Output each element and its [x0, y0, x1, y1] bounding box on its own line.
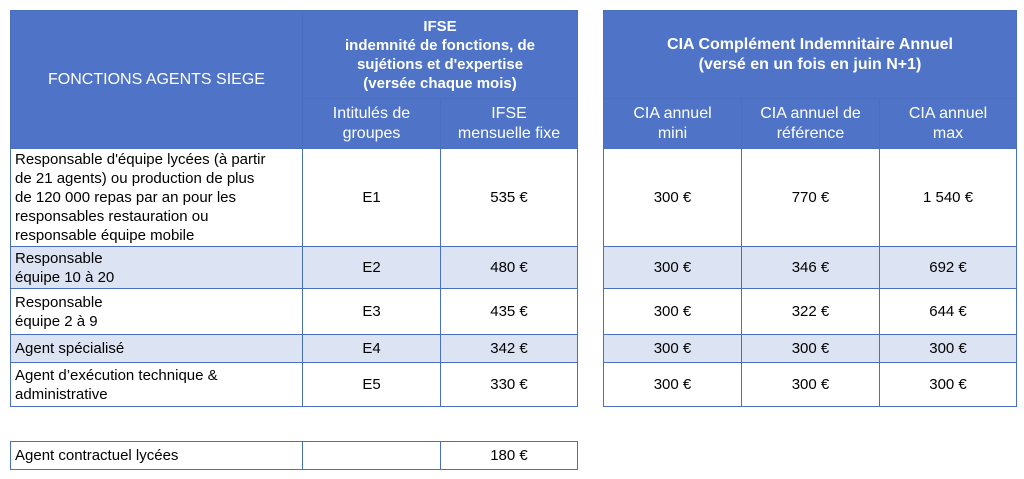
cia-ref-header-line-2: référence — [776, 124, 845, 142]
ifse-title: IFSE — [423, 17, 457, 35]
group-header-line-2: groupes — [342, 124, 401, 142]
group-header-line-1: Intitulés de — [332, 104, 411, 122]
ifse-cell: 435 € — [441, 289, 578, 335]
group-column-header — [303, 99, 441, 149]
group-cell: E1 — [303, 149, 441, 247]
table-row — [11, 289, 578, 335]
ifse-cell: 480 € — [441, 247, 578, 289]
cia-header — [604, 11, 1017, 99]
cia-min-header-line-1: CIA annuel — [633, 104, 712, 122]
function-cell — [11, 363, 303, 407]
table-row — [11, 149, 578, 247]
cia-max-column-header — [880, 99, 1017, 149]
cia-min-cell: 300 € — [604, 363, 742, 407]
function-line: administrative — [15, 385, 108, 403]
ifse-col-line-1: IFSE — [491, 104, 527, 122]
table-row — [604, 149, 1017, 247]
function-line: Responsable — [15, 249, 103, 267]
cia-min-cell: 300 € — [604, 289, 742, 335]
cia-max-cell: 644 € — [880, 289, 1017, 335]
function-line: équipe 2 à 9 — [15, 312, 98, 330]
cia-title-line-1: CIA Complément Indemnitaire Annuel — [667, 35, 953, 53]
cia-ref-cell: 300 € — [742, 335, 880, 363]
function-line: Agent d’exécution technique & — [15, 366, 218, 384]
function-line: responsables restauration ou — [15, 208, 209, 225]
table-row — [604, 363, 1017, 407]
table-row — [604, 247, 1017, 289]
right-table — [603, 10, 1017, 407]
cia-min-cell: 300 € — [604, 149, 742, 247]
group-cell: E3 — [303, 289, 441, 335]
contract-agent-label: Agent contractuel lycées — [11, 442, 303, 470]
function-cell — [11, 289, 303, 335]
cia-ref-cell: 300 € — [742, 363, 880, 407]
contract-agent-ifse: 180 € — [441, 442, 578, 470]
cia-min-cell: 300 € — [604, 247, 742, 289]
table-row — [604, 289, 1017, 335]
cia-max-cell: 1 540 € — [880, 149, 1017, 247]
ifse-cell: 330 € — [441, 363, 578, 407]
ifse-cell: 535 € — [441, 149, 578, 247]
table-row — [11, 247, 578, 289]
ifse-column-header — [441, 99, 578, 149]
ifse-line-2: sujétions et d'expertise — [356, 55, 524, 73]
ifse-cell: 342 € — [441, 335, 578, 363]
function-cell — [11, 149, 303, 247]
ifse-header — [303, 11, 578, 99]
group-cell: E2 — [303, 247, 441, 289]
function-line: de 120 000 repas par an pour les — [15, 189, 236, 206]
cia-max-cell: 300 € — [880, 335, 1017, 363]
function-line: équipe 10 à 20 — [15, 268, 115, 286]
function-line: Responsable d'équipe lycées (à partir — [15, 151, 266, 168]
table-row — [11, 335, 578, 363]
cia-title-line-2: (versé en un fois en juin N+1) — [698, 55, 922, 73]
function-cell — [11, 247, 303, 289]
function-line: Agent spécialisé — [15, 340, 125, 357]
cia-ref-header-line-1: CIA annuel de — [760, 104, 861, 122]
cia-ref-cell: 770 € — [742, 149, 880, 247]
functions-header: FONCTIONS AGENTS SIEGE — [11, 11, 303, 149]
cia-ref-cell: 346 € — [742, 247, 880, 289]
table-row — [11, 442, 578, 470]
cia-max-cell: 300 € — [880, 363, 1017, 407]
function-line: de 21 agents) ou production de plus — [15, 170, 255, 187]
table-row — [604, 335, 1017, 363]
function-line: Responsable — [15, 293, 103, 311]
ifse-line-1: indemnité de fonctions, de — [345, 36, 536, 54]
cia-min-header-line-2: mini — [657, 124, 688, 142]
cia-min-column-header — [604, 99, 742, 149]
group-cell: E5 — [303, 363, 441, 407]
contract-agent-group — [303, 442, 441, 470]
cia-ref-cell: 322 € — [742, 289, 880, 335]
cia-max-header-line-2: max — [932, 124, 964, 142]
left-table — [10, 10, 578, 407]
cia-max-header-line-1: CIA annuel — [908, 104, 988, 122]
contract-agent-table — [10, 441, 578, 470]
function-cell — [11, 335, 303, 363]
cia-ref-column-header — [742, 99, 880, 149]
cia-max-cell: 692 € — [880, 247, 1017, 289]
group-cell: E4 — [303, 335, 441, 363]
ifse-col-line-2: mensuelle fixe — [457, 124, 561, 142]
table-row — [11, 363, 578, 407]
function-line: responsable équipe mobile — [15, 227, 195, 244]
cia-min-cell: 300 € — [604, 335, 742, 363]
ifse-line-3: (versée chaque mois) — [363, 74, 517, 92]
